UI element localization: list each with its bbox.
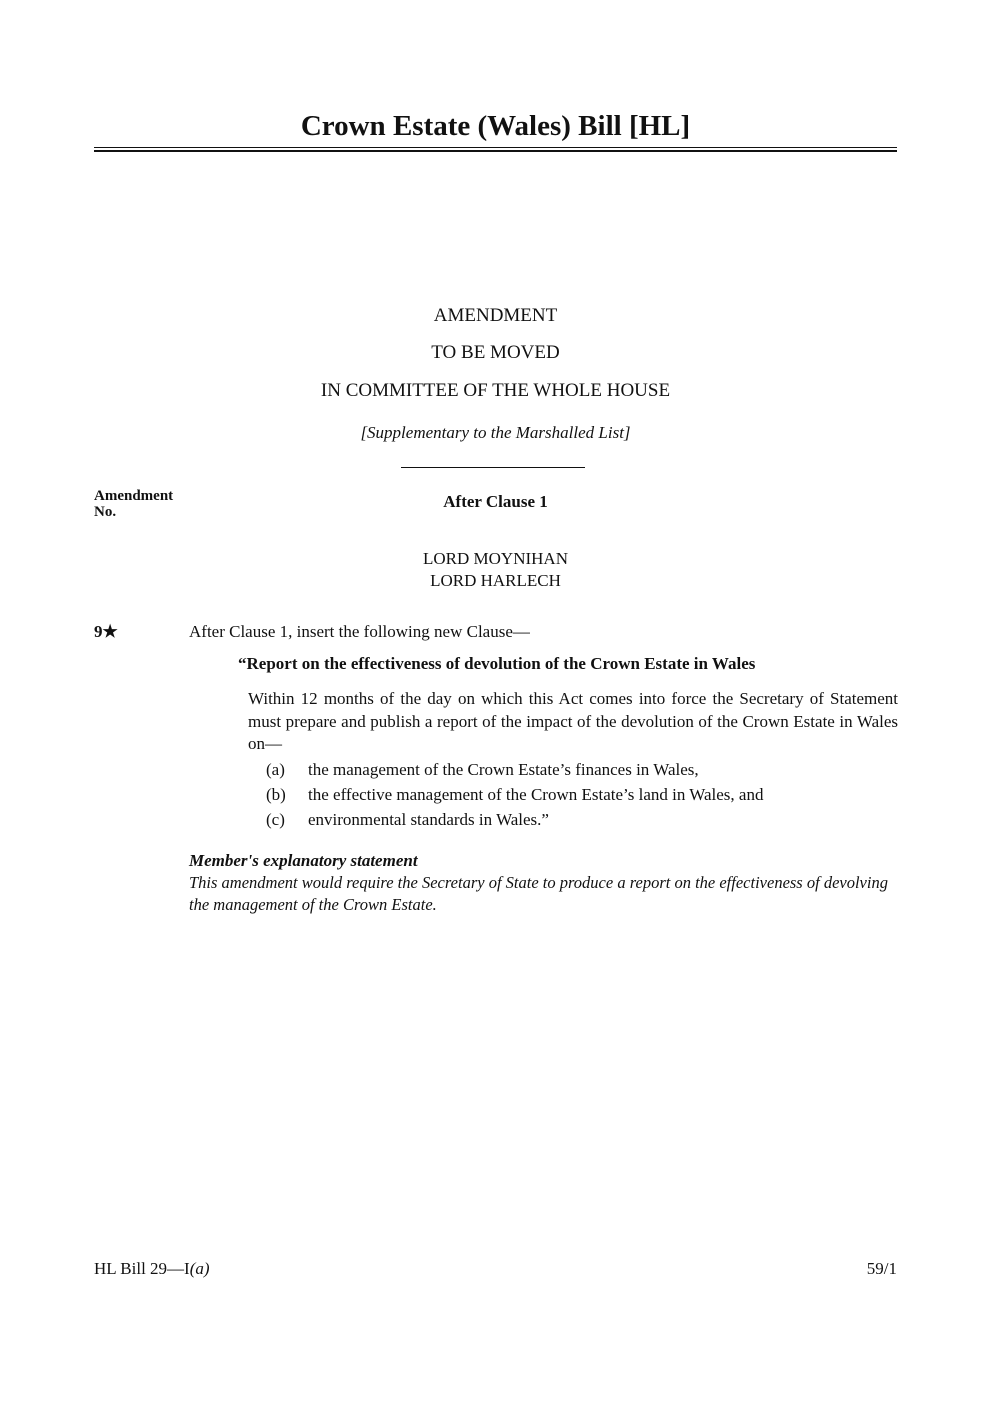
heading-committee: IN COMMITTEE OF THE WHOLE HOUSE <box>320 380 671 401</box>
clause-item-text: the effective management of the Crown Estate’s land in Wales, and <box>308 785 764 804</box>
clause-item-text: environmental standards in Wales.” <box>308 810 549 829</box>
movers-list <box>94 548 897 592</box>
mover-name: LORD HARLECH <box>430 571 561 590</box>
mover-name: LORD MOYNIHAN <box>423 549 568 568</box>
clause-item-label: (b) <box>266 785 286 804</box>
clause-item-label: (c) <box>266 810 285 829</box>
bill-title: Crown Estate (Wales) Bill [HL] <box>300 110 691 142</box>
clause-item-label: (a) <box>266 760 285 779</box>
heading-to-be-moved: TO BE MOVED <box>431 342 560 363</box>
amendment-no-label-line2: No. <box>94 504 117 520</box>
clause-item <box>258 807 763 832</box>
clause-item-text: the management of the Crown Estate’s finances in Wales, <box>308 760 699 779</box>
title-rule-thin <box>94 147 897 148</box>
page-reference: 59/1 <box>866 1259 897 1278</box>
new-clause-heading: “Report on the effectiveness of devolution of the Crown Estate in Wales <box>238 654 756 673</box>
heading-amendment: AMENDMENT <box>433 305 558 326</box>
clause-item <box>258 782 763 807</box>
amendment-no-label-line1: Amendment <box>94 488 174 504</box>
bill-reference-prefix: HL Bill 29—I <box>94 1259 190 1278</box>
section-divider <box>401 467 585 468</box>
clause-items <box>258 757 763 832</box>
clause-item <box>258 757 763 782</box>
title-rule-thick <box>94 150 897 152</box>
bill-reference <box>94 1258 210 1280</box>
subheading-marshalled-list: [Supplementary to the Marshalled List] <box>360 423 631 442</box>
section-heading: After Clause 1 <box>443 492 548 511</box>
amendment-number: 9★ <box>94 622 118 641</box>
explanatory-statement-body: This amendment would require the Secretary of State to produce a report on the effectiveness of devolving the management of the Crown Estate. <box>189 873 888 914</box>
amendment-instruction: After Clause 1, insert the following new Clause— <box>189 622 530 641</box>
new-clause-body: Within 12 months of the day on which this Act comes into force the Secretary of Statement must prepare and publish a report of the impact of the devolution of the Crown Estate in Wales on— <box>248 689 898 753</box>
explanatory-statement-heading: Member's explanatory statement <box>189 851 418 870</box>
bill-reference-suffix: (a) <box>189 1259 210 1278</box>
